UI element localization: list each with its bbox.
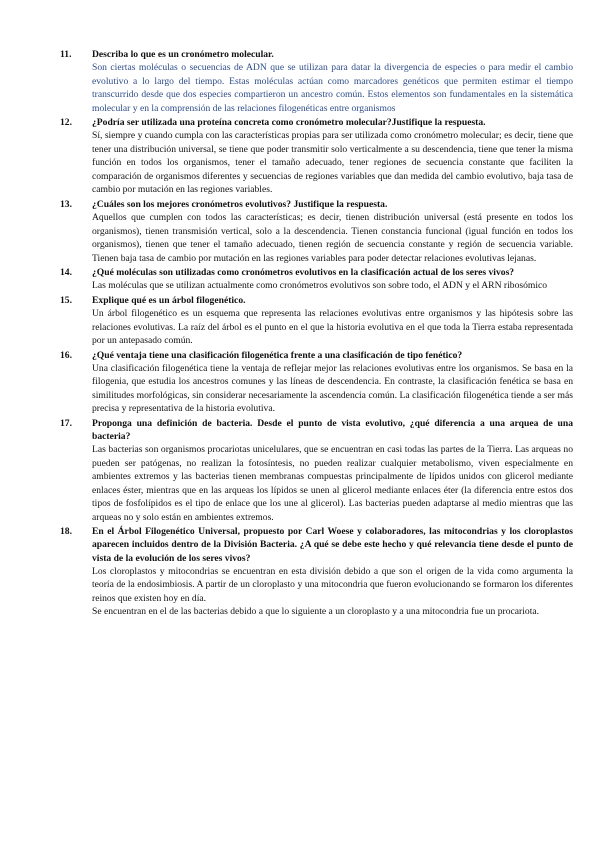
question-block-12 (60, 116, 573, 197)
answer-text: Sí, siempre y cuando cumpla con las características propias para ser utilizada como cronómetro molecular; es decir, tiene que tener una distribución universal, se tiene que poder transmitir solo verticalmente a su descendencia, tiene que tener la misma función en todos los organismos, tener el tamaño adecuado, tener regiones de secuencia constante que faciliten la comparación de organismos diferentes y secuencias de regiones variables que dan medida del cambio evolutivo, baja tasa de cambio por mutación en las regiones variables. (92, 130, 573, 196)
question-number: 17. (60, 417, 72, 429)
question-number: 14. (60, 267, 72, 279)
question-number: 12. (60, 117, 72, 129)
question-number: 15. (60, 294, 72, 306)
question-block-18 (60, 525, 573, 619)
answer-text: Las moléculas que se utilizan actualmente como cronómetros evolutivos son sobre todo, el ADN y el ARN ribosómico (92, 280, 548, 292)
question-number: 11. (60, 49, 72, 60)
question-number: 16. (60, 349, 72, 361)
question-text: ¿Qué ventaja tiene una clasificación filogenética frente a una clasificación de tipo fenético? (92, 349, 463, 361)
answer-text: Una clasificación filogenética tiene la ventaja de reflejar mejor las relaciones evolutivas entre los organismos. Se basa en la filogenia, que estudia los ancestros comunes y las líneas de descendencia. En contraste, la clasificación fenética se basa en similitudes morfológicas, sin considerar necesariamente la ascendencia común. La clasificación filogenética tiende a ser más precisa y representativa de la historia evolutiva. (92, 362, 573, 415)
answer-text: Los cloroplastos y mitocondrias se encuentran en esta división debido a que son el origen de la vida como argumenta la teoría de la endosimbiosis. A partir de un cloroplasto y una mitocondria que fueron evolucionando se formaron los diferentes reinos que existen hoy en día. (92, 565, 573, 604)
question-text: Describa lo que es un cronómetro molecular. (92, 49, 274, 60)
question-block-11 (60, 48, 573, 115)
question-text: Explique qué es un árbol filogenético. (92, 294, 246, 306)
question-text: En el Árbol Filogenético Universal, propuesto por Carl Woese y colaboradores, las mitocondrias y los cloroplastos aparecen incluidos dentro de la División Bacteria. ¿A qué se debe este hecho y qué relevancia tiene desde el punto de vista de la evolución de los seres vivos? (92, 526, 573, 564)
answer-text: Aquellos que cumplen con todos las características; es decir, tienen distribución universal (está presente en todos los organismos), tienen transmisión vertical, solo a la descendencia. Tienen constancia funcional (igual función en todos los organismos), tienen que tener el tamaño adecuado, tienen región de secuencia constante y región de secuencia variable. Tienen baja tasa de cambio por mutación en las regiones variables para poder detectar relaciones evolutivas lejanas. (92, 212, 573, 264)
question-block-17 (60, 417, 573, 524)
question-block-16 (60, 349, 573, 416)
question-block-15 (60, 294, 573, 348)
question-block-13 (60, 198, 573, 265)
answer-text: Las bacterias son organismos procariotas unicelulares, que se encuentran en casi todas las partes de la Tierra. Las arqueas no pueden ser patógenas, no realizan la fotosíntesis, no pueden realizar cualquier metabolismo, viven especialmente en ambientes extremos y las bacterias tienen membranas compuestas principalmente de lípidos unidos con glicerol mediante enlaces éster, mientras que en las arqueas los lípidos se unen al glicerol mediante enlaces éter (la diferencia entre estos dos tipos de fosfolípidos es el tipo de enlace que los une al glicerol). Las bacterias pueden adaptarse al medio mientras que las arqueas no y solo están en ambientes extremos. (92, 444, 573, 523)
question-text: ¿Qué moléculas son utilizadas como cronómetros evolutivos en la clasificación actual de los seres vivos? (92, 267, 515, 279)
answer-text: Son ciertas moléculas o secuencias de ADN que se utilizan para datar la divergencia de especies o para medir el cambio evolutivo a lo largo del tiempo. Estas moléculas actúan como marcadores genéticos que permiten estimar el tiempo transcurrido desde que dos especies compartieron un ancestro común. Estos elementos son fundamentales en la sistemática molecular y en la comprensión de las relaciones filogenéticas entre organismos (92, 62, 573, 114)
question-text: ¿Podría ser utilizada una proteína concreta como cronómetro molecular?Justifique la respuesta. (92, 117, 486, 129)
answer-text: Se encuentran en el de las bacterias debido a que lo siguiente a un cloroplasto y a una mitocondria fue un procariota. (92, 606, 540, 618)
question-text: Proponga una definición de bacteria. Desde el punto de vista evolutivo, ¿qué diferencia a una arquea de una bacteria? (92, 417, 573, 442)
question-text: ¿Cuáles son los mejores cronómetros evolutivos? Justifique la respuesta. (92, 198, 388, 210)
question-number: 18. (60, 526, 72, 538)
answer-text: Un árbol filogenético es un esquema que representa las relaciones evolutivas entre organismos y las hipótesis sobre las relaciones evolutivas. La raíz del árbol es el punto en el que la historia evolutiva en el que toda la Tierra estaba representada por un antepasado común. (92, 308, 573, 347)
question-number: 13. (60, 198, 72, 210)
question-block-14 (60, 266, 573, 293)
